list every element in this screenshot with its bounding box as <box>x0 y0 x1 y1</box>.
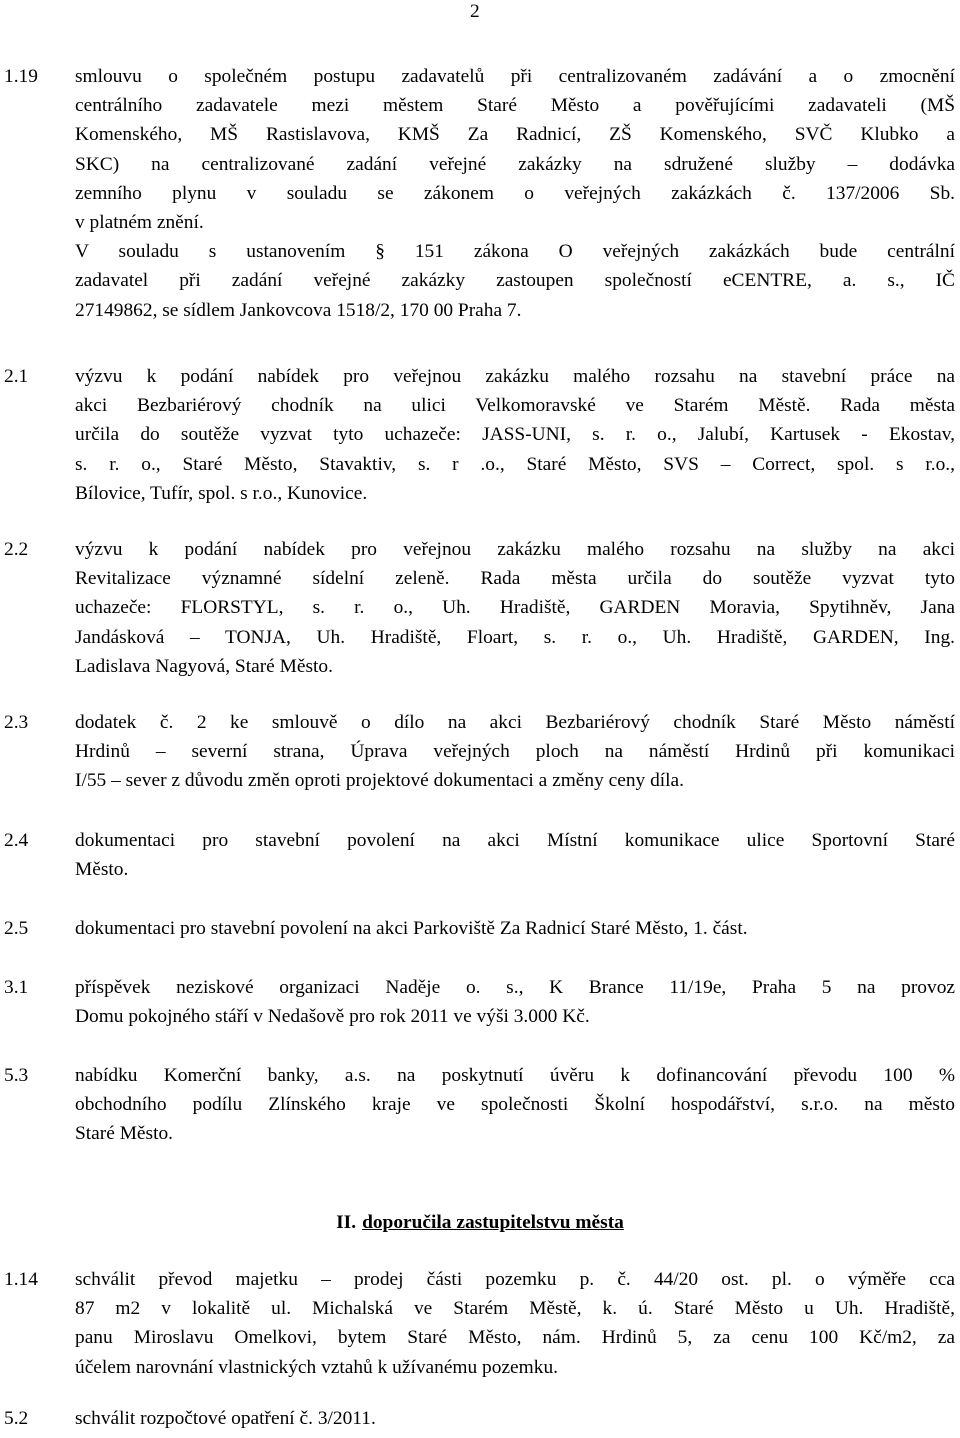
section-title: doporučila zastupitelstvu města <box>362 1212 624 1233</box>
item-number: 2.1 <box>4 366 29 387</box>
item-text-line: 27149862, se sídlem Jankovcova 1518/2, 170 00 Praha 7. <box>75 299 522 321</box>
item-text-line: 87 m2 v lokalitě ul. Michalská ve Starém Městě, k. ú. Staré Město u Uh. Hradiště, <box>75 1298 955 1320</box>
item-text-line: Hrdinů – severní strana, Úprava veřejných ploch na náměstí Hrdinů při komunikaci <box>75 741 955 763</box>
item-text <box>75 826 955 884</box>
item-text-line: dokumentaci pro stavební povolení na akci Parkoviště Za Radnicí Staré Město, 1. část. <box>75 918 748 939</box>
item-text <box>75 62 955 325</box>
item-text-line: uchazeče: FLORSTYL, s. r. o., Uh. Hradiště, GARDEN Moravia, Spytihněv, Jana <box>75 597 955 619</box>
item-number: 5.3 <box>4 1065 29 1086</box>
item-text-line: schválit rozpočtové opatření č. 3/2011. <box>75 1408 376 1429</box>
item-text-line: Komenského, MŠ Rastislavova, KMŠ Za Radnicí, ZŠ Komenského, SVČ Klubko a <box>75 124 955 146</box>
item-text-line: Město. <box>75 859 129 881</box>
item-text <box>75 914 955 943</box>
item-text <box>75 1404 955 1433</box>
item-number: 1.14 <box>4 1269 38 1290</box>
item-text-line: Jandásková – TONJA, Uh. Hradiště, Floart, s. r. o., Uh. Hradiště, GARDEN, Ing. <box>75 626 955 648</box>
item-text-line: s. r. o., Staré Město, Stavaktiv, s. r .o., Staré Město, SVS – Correct, spol. s r.o., <box>75 453 955 475</box>
item-text-line: určila do soutěže vyzvat tyto uchazeče: JASS-UNI, s. r. o., Jalubí, Kartusek - Ekostav, <box>75 424 955 446</box>
item-text-line: účelem narovnání vlastnických vztahů k užívanému pozemku. <box>75 1356 558 1378</box>
item-text-line: centrálního zadavatele mezi městem Staré Město a pověřujícími zadavateli (MŠ <box>75 95 955 117</box>
item-number: 2.5 <box>4 918 29 939</box>
item-number: 3.1 <box>4 977 29 998</box>
item-text-line: zadavatel při zadání veřejné zakázky zastoupen společností eCENTRE, a. s., IČ <box>75 270 955 292</box>
item-text <box>75 973 955 1031</box>
item-number: 2.3 <box>4 712 29 733</box>
item-text-line: nabídku Komerční banky, a.s. na poskytnutí úvěru k dofinancování převodu 100 % <box>75 1065 955 1086</box>
item-text-line: dodatek č. 2 ke smlouvě o dílo na akci Bezbariérový chodník Staré Město náměstí <box>75 712 955 733</box>
item-text <box>75 1061 955 1149</box>
item-text <box>75 1265 955 1382</box>
item-number: 2.2 <box>4 539 29 560</box>
item-text-line: dokumentaci pro stavební povolení na akci Místní komunikace ulice Sportovní Staré <box>75 830 955 851</box>
item-text-line: SKC) na centralizované zadání veřejné zakázky na sdružené služby – dodávka <box>75 153 955 175</box>
item-text-line: I/55 – sever z důvodu změn oproti projektové dokumentaci a změny ceny díla. <box>75 770 684 792</box>
item-text <box>75 535 955 681</box>
section-heading <box>0 1208 960 1237</box>
item-text-line: zemního plynu v souladu se zákonem o veřejných zakázkách č. 137/2006 Sb. <box>75 182 955 204</box>
item-text-line: smlouvu o společném postupu zadavatelů při centralizovaném zadávání a o zmocnění <box>75 66 955 87</box>
item-text <box>75 362 955 508</box>
item-text-line: Staré Město. <box>75 1123 174 1145</box>
item-text-line: V souladu s ustanovením § 151 zákona O veřejných zakázkách bude centrální <box>75 241 955 263</box>
item-text-line: v platném znění. <box>75 212 204 234</box>
item-text-line: Revitalizace významné sídelní zeleně. Rada města určila do soutěže vyzvat tyto <box>75 568 955 590</box>
item-text-line: akci Bezbariérový chodník na ulici Velkomoravské ve Starém Městě. Rada města <box>75 395 955 417</box>
item-text-line: panu Miroslavu Omelkovi, bytem Staré Město, nám. Hrdinů 5, za cenu 100 Kč/m2, za <box>75 1327 955 1349</box>
item-text <box>75 708 955 796</box>
item-text-line: výzvu k podání nabídek pro veřejnou zakázku malého rozsahu na stavební práce na <box>75 366 955 387</box>
item-number: 5.2 <box>4 1408 29 1429</box>
item-text-line: Domu pokojného stáří v Nedašově pro rok 2011 ve výši 3.000 Kč. <box>75 1006 590 1028</box>
item-number: 1.19 <box>4 66 38 87</box>
item-text-line: Bílovice, Tufír, spol. s r.o., Kunovice. <box>75 482 368 504</box>
item-text-line: výzvu k podání nabídek pro veřejnou zakázku malého rozsahu na služby na akci <box>75 539 955 560</box>
item-text-line: Ladislava Nagyová, Staré Město. <box>75 655 333 677</box>
item-number: 2.4 <box>4 830 29 851</box>
page-number: 2 <box>470 1 480 22</box>
item-text-line: obchodního podílu Zlínského kraje ve společnosti Školní hospodářství, s.r.o. na město <box>75 1094 955 1116</box>
item-text-line: schválit převod majetku – prodej části pozemku p. č. 44/20 ost. pl. o výměře cca <box>75 1269 955 1290</box>
item-text-line: příspěvek neziskové organizaci Naděje o. s., K Brance 11/19e, Praha 5 na provoz <box>75 977 955 998</box>
section-roman-numeral: II. <box>336 1212 357 1233</box>
